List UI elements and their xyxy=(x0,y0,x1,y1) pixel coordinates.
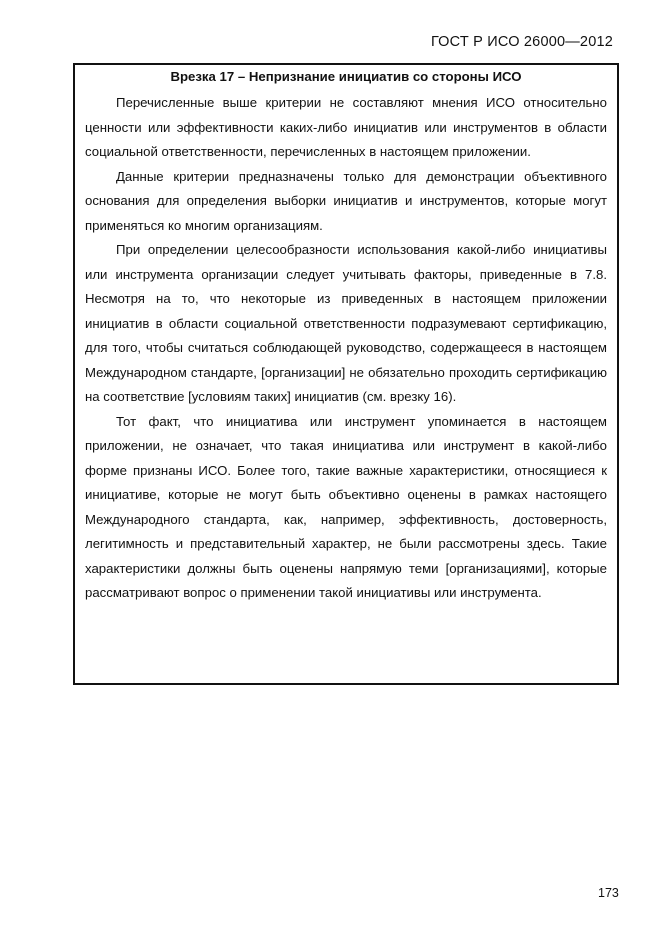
box-paragraph-1: Перечисленные выше критерии не составляют мнения ИСО относительно ценности или эффективности каких-либо инициатив или инструментов в области социальной ответственности, перечисленных в настоящем приложении. xyxy=(85,95,607,159)
box-paragraph-4: Тот факт, что инициатива или инструмент упоминается в настоящем приложении, не означает, что такая инициатива или инструмент в какой-либо форме признаны ИСО. Более того, такие важные характеристики, относящиеся к инициативе, которые не могут быть объективно оценены в рамках настоящего Международного стандарта, как, например, эффективность, достоверность, легитимность и представительный характер, не были рассмотрены здесь. Такие характеристики должны быть оценены напрямую теми [организациями], которые рассматривают вопрос о применении такой инициативы или инструмента. xyxy=(85,413,607,600)
document-header-code: ГОСТ Р ИСО 26000—2012 xyxy=(430,34,613,50)
box-paragraph-2: Данные критерии предназначены только для демонстрации объективного основания для определения выборки инициатив и инструментов, которые могут применяться ко многим организациям. xyxy=(85,168,607,233)
box-title: Врезка 17 – Непризнание инициатив со стороны ИСО xyxy=(170,69,522,84)
sidebar-box-17 xyxy=(73,63,619,685)
box-paragraph-3: При определении целесообразности использования какой-либо инициативы или инструмента организации следует учитывать факторы, приведенные в 7.8. Несмотря на то, что некоторые из приведенных в настоящем приложении инициатив в области социальной ответственности подразумевают сертификацию, для того, чтобы считаться соблюдающей руководство, содержащееся в настоящем Международном стандарте, [организации] не обязательно проходить сертификацию на соответствие [условиям таких] инициатив (см. врезку 16). xyxy=(85,242,607,404)
page-number: 173 xyxy=(598,886,619,900)
